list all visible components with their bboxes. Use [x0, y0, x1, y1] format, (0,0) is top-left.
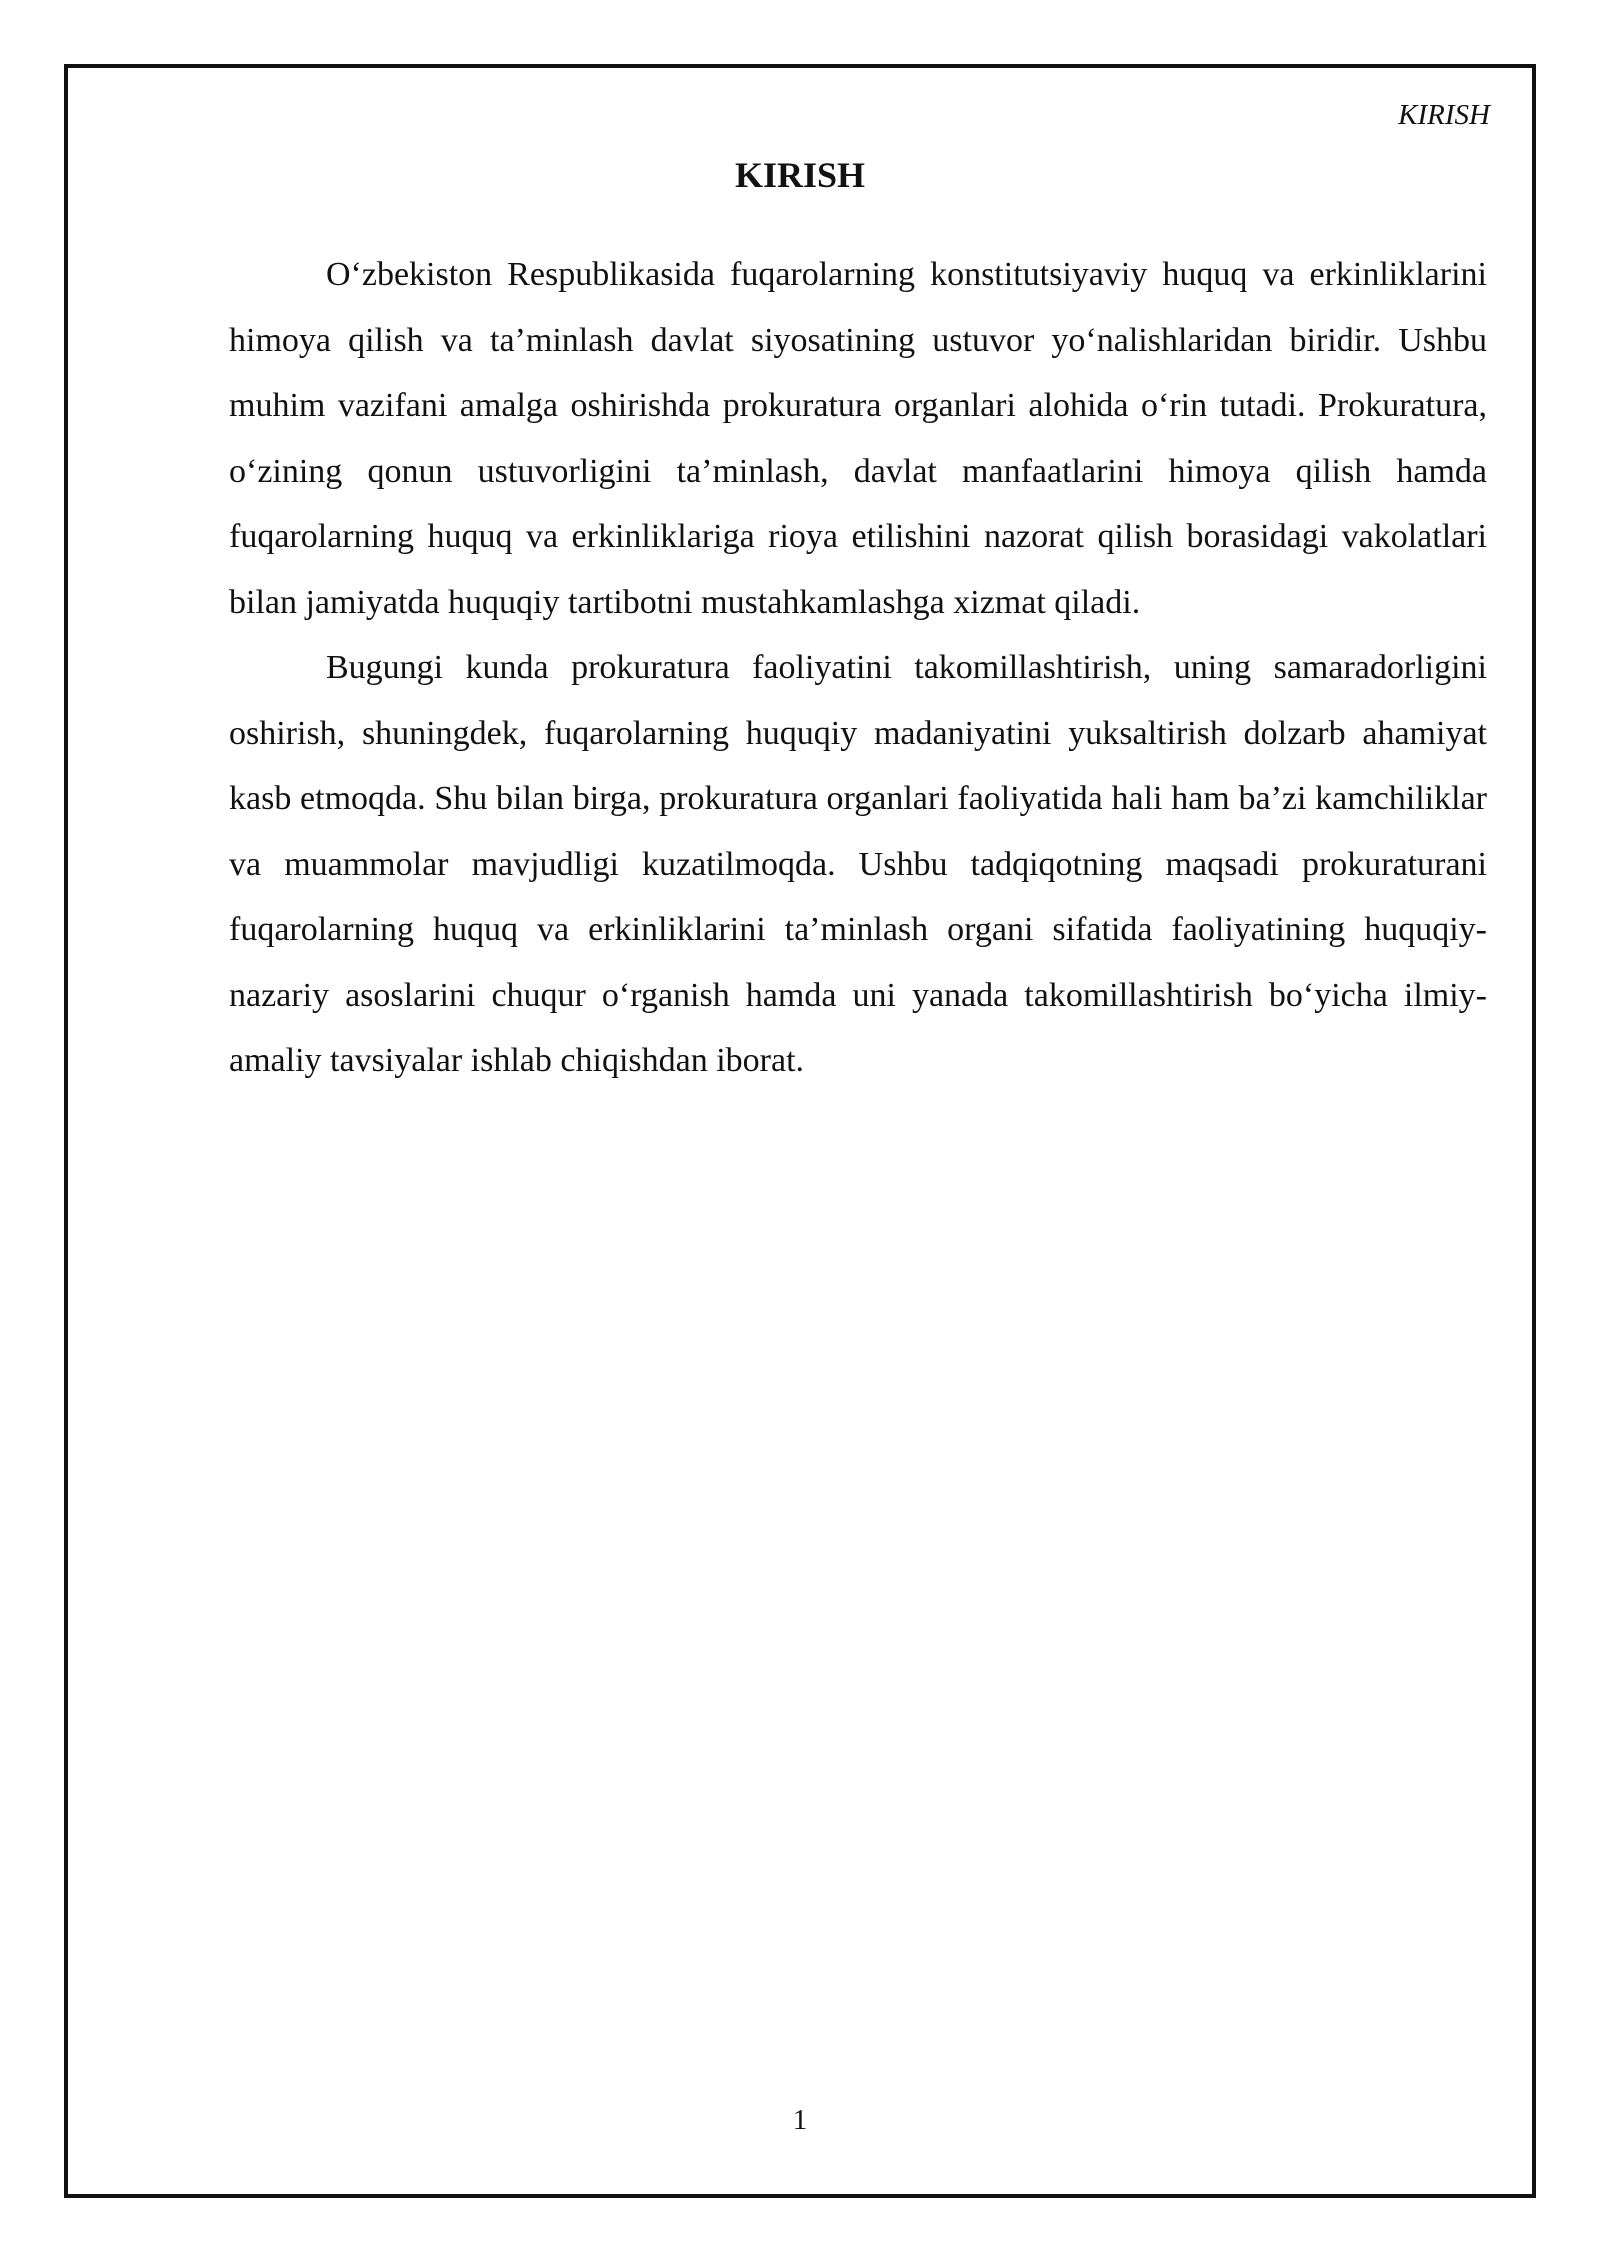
page-number: 1: [792, 2104, 808, 2136]
running-header: KIRISH: [1398, 99, 1490, 131]
paragraph: O‘zbekiston Respublikasida fuqarolarning konstitutsiyaviy huquq va erkinliklarini himoya qilish va ta’minlash davlat siyosatining ustuvor yo‘nalishlaridan biridir. Ushbu muhim vazifani amalga oshirishda prokuratura organlari alohida o‘rin tutadi. Prokuratura, o‘zining qonun ustuvorligini ta’minlash, davlat manfaatlarini himoya qilish hamda fuqarolarning huquq va erkinliklariga rioya etilishini nazorat qilish borasidagi vakolatlari bilan jamiyatda huquqiy tartibotni mustahkamlashga xizmat qiladi.: [229, 256, 1487, 621]
page-title: KIRISH: [734, 155, 866, 195]
paragraph: Bugungi kunda prokuratura faoliyatini takomillashtirish, uning samaradorligini oshirish, shuningdek, fuqarolarning huquqiy madaniyatini yuksaltirish dolzarb ahamiyat kasb etmoqda. Shu bilan birga, prokuratura organlari faoliyatida hali ham ba’zi kamchiliklar va muammolar mavjudligi kuzatilmoqda. Ushbu tadqiqotning maqsadi prokuraturani fuqarolarning huquq va erkinliklarini ta’minlash organi sifatida faoliyatining huquqiy-nazariy asoslarini chuqur o‘rganish hamda uni yanada takomillashtirish bo‘yicha ilmiy-amaliy tavsiyalar ishlab chiqishdan iborat.: [229, 649, 1487, 1079]
document-body: [229, 242, 1487, 1094]
